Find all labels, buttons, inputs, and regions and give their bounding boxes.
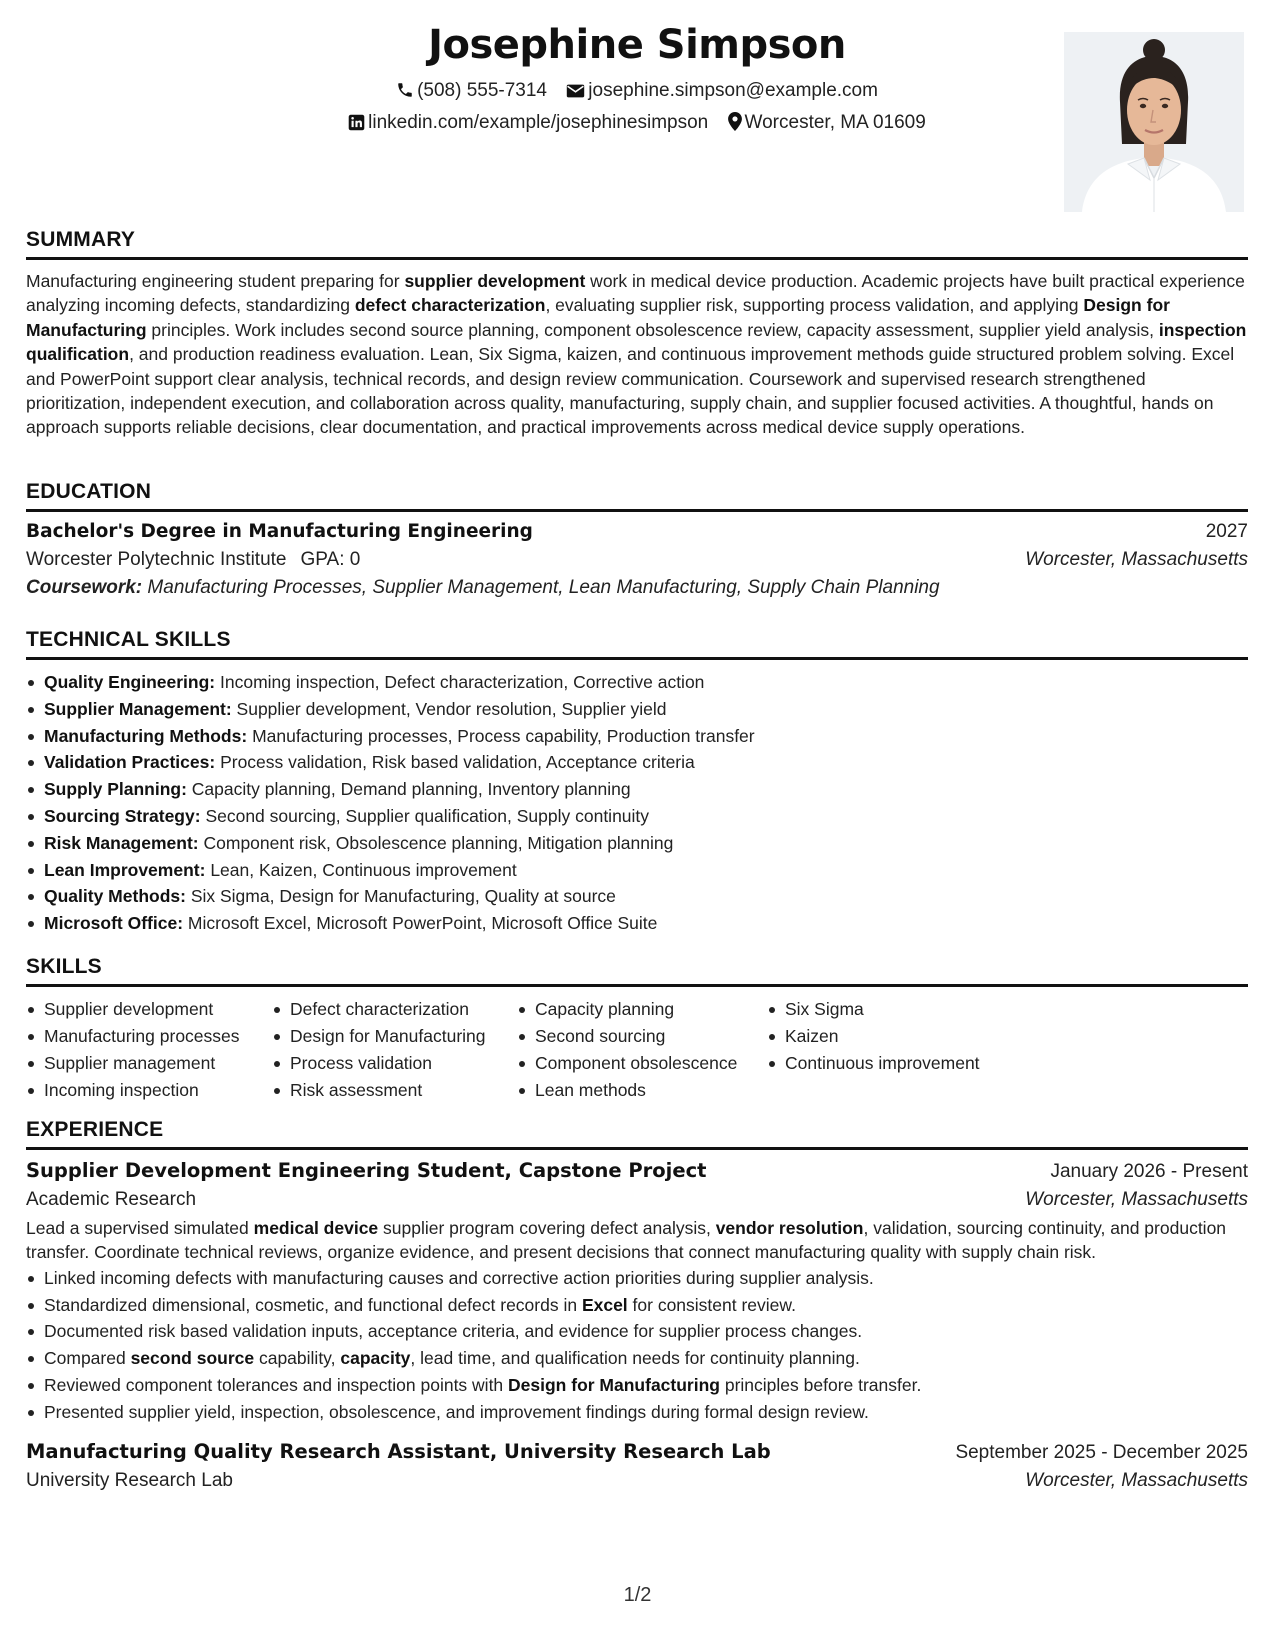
- technical-skills-list: [26, 669, 1248, 937]
- phone-text: (508) 555-7314: [417, 80, 547, 101]
- skill-item: Component obsolescence: [517, 1050, 767, 1077]
- skill-item: Lean methods: [517, 1077, 767, 1104]
- skill-item: Supplier management: [26, 1050, 272, 1077]
- technical-skill-label: Microsoft Office:: [44, 913, 184, 934]
- technical-skill-label: Manufacturing Methods:: [44, 725, 248, 746]
- technical-skill-item: [26, 910, 1248, 937]
- skill-item: Manufacturing processes: [26, 1023, 272, 1050]
- summary-text: Manufacturing engineering student preparing for supplier development work in medical device production. Academic projects have built practical experience analyzing incoming defects, standardizing defect characterization, evaluating supplier risk, supporting process validation, and applying Design for Manufacturing principles. Work includes second source planning, component obsolescence review, capacity assessment, supplier yield analysis, inspection qualification, and production readiness evaluation. Lean, Six Sigma, kaizen, and continuous improvement methods guide structured problem solving. Excel and PowerPoint support clear analysis, technical records, and design review communication. Coursework and supervised research strengthened prioritization, independent execution, and collaboration across quality, manufacturing, supply chain, and supplier focused activities. A thoughtful, hands on approach supports reliable decisions, clear documentation, and practical improvements across medical device supply operations.: [26, 271, 1247, 438]
- job-1: [26, 1159, 1248, 1426]
- technical-skill-item: [26, 776, 1248, 803]
- job-1-title: Supplier Development Engineering Student, Capstone Project: [26, 1159, 707, 1182]
- technical-skill-text: Second sourcing, Supplier qualification, Supply continuity: [205, 805, 650, 826]
- technical-skill-text: Supplier development, Vendor resolution, Supplier yield: [236, 698, 667, 719]
- job-1-location: Worcester, Massachusetts: [1025, 1189, 1248, 1210]
- job-bullet: Compared second source capability, capacity, lead time, and qualification needs for continuity planning.: [26, 1345, 1248, 1372]
- job-1-dates: January 2026 - Present: [1050, 1161, 1248, 1182]
- resume-header: [26, 0, 1248, 225]
- technical-skill-item: [26, 857, 1248, 884]
- technical-skill-text: Lean, Kaizen, Continuous improvement: [210, 859, 517, 880]
- phone-icon: [396, 81, 414, 99]
- education-degree-row: [26, 521, 1248, 543]
- job-1-org: Academic Research: [26, 1189, 197, 1210]
- linkedin-contact[interactable]: [348, 112, 708, 134]
- technical-skill-label: Risk Management:: [44, 832, 199, 853]
- education-section: [26, 480, 1248, 599]
- job-1-description: Lead a supervised simulated medical device supplier program covering defect analysis, vendor resolution, validation, sourcing continuity, and production transfer. Coordinate technical reviews, organize evidence, and present decisions that connect manufacturing quality with supply chain risk.: [26, 1218, 1227, 1263]
- resume-page: [26, 0, 1248, 1650]
- job-2: [26, 1440, 1248, 1492]
- institution: [26, 549, 360, 571]
- email-text[interactable]: josephine.simpson@example.com: [588, 80, 878, 101]
- institution-name: Worcester Polytechnic Institute: [26, 549, 287, 570]
- skill-item: Process validation: [272, 1050, 517, 1077]
- technical-skill-item: [26, 749, 1248, 776]
- profile-photo: [1064, 32, 1244, 212]
- technical-skill-label: Supplier Management:: [44, 698, 232, 719]
- skills-columns: [26, 996, 1248, 1104]
- skills-column: [517, 996, 767, 1104]
- skill-item: Second sourcing: [517, 1023, 767, 1050]
- skill-item: Capacity planning: [517, 996, 767, 1023]
- technical-skill-label: Validation Practices:: [44, 752, 216, 773]
- experience-heading: EXPERIENCE: [26, 1118, 1248, 1150]
- education-location: Worcester, Massachusetts: [1025, 549, 1248, 570]
- technical-skill-text: Process validation, Risk based validation, Acceptance criteria: [220, 752, 695, 773]
- location-contact: [728, 112, 926, 134]
- coursework-list: Manufacturing Processes, Supplier Management, Lean Manufacturing, Supply Chain Planning: [147, 577, 940, 598]
- technical-skill-item: [26, 723, 1248, 750]
- job-2-org: University Research Lab: [26, 1469, 233, 1491]
- summary-section: [26, 228, 1248, 440]
- job-2-title: Manufacturing Quality Research Assistant, University Research Lab: [26, 1439, 771, 1463]
- graduation-year: 2027: [1205, 521, 1248, 542]
- envelope-icon: [566, 83, 585, 99]
- job-1-bullets: [26, 1265, 1248, 1426]
- job-bullet: Linked incoming defects with manufacturing causes and corrective action priorities during supplier analysis.: [26, 1265, 1248, 1292]
- technical-skill-item: [26, 669, 1248, 696]
- skills-section: [26, 955, 1248, 1104]
- skill-item: Continuous improvement: [767, 1050, 1007, 1077]
- job-bullet: Documented risk based validation inputs, acceptance criteria, and evidence for supplier process changes.: [26, 1318, 1248, 1345]
- skills-column: [26, 996, 272, 1104]
- job-2-location: Worcester, Massachusetts: [1025, 1469, 1248, 1491]
- gpa: GPA: 0: [300, 549, 361, 570]
- experience-section: [26, 1118, 1248, 1492]
- coursework-label: Coursework:: [26, 577, 143, 598]
- skill-item: Defect characterization: [272, 996, 517, 1023]
- coursework: [26, 577, 1248, 599]
- job-bullet: Presented supplier yield, inspection, obsolescence, and improvement findings during formal design review.: [26, 1399, 1248, 1426]
- candidate-name: Josephine Simpson: [428, 22, 846, 68]
- skill-item: Six Sigma: [767, 996, 1007, 1023]
- map-pin-icon: [728, 112, 742, 131]
- technical-skill-item: [26, 830, 1248, 857]
- technical-skills-heading: TECHNICAL SKILLS: [26, 628, 1248, 660]
- education-institution-row: [26, 549, 1248, 571]
- technical-skill-item: [26, 696, 1248, 723]
- linkedin-icon: [348, 114, 365, 131]
- skill-item: Incoming inspection: [26, 1077, 272, 1104]
- technical-skill-label: Quality Engineering:: [44, 672, 216, 692]
- technical-skill-text: Six Sigma, Design for Manufacturing, Quality at source: [190, 886, 616, 907]
- job-1-org-row: [26, 1189, 1248, 1211]
- education-heading: EDUCATION: [26, 480, 1248, 512]
- technical-skill-label: Sourcing Strategy:: [44, 805, 201, 826]
- job-1-title-row: [26, 1159, 1248, 1183]
- page-number: 1/2: [623, 1584, 652, 1606]
- technical-skill-text: Incoming inspection, Defect characterization, Corrective action: [220, 672, 705, 692]
- skill-item: Risk assessment: [272, 1077, 517, 1104]
- job-bullet: Standardized dimensional, cosmetic, and functional defect records in Excel for consistent review.: [26, 1292, 1248, 1319]
- job-bullet: Reviewed component tolerances and inspection points with Design for Manufacturing principles before transfer.: [26, 1372, 1248, 1399]
- technical-skill-label: Supply Planning:: [44, 779, 187, 800]
- skill-item: Supplier development: [26, 996, 272, 1023]
- location-text: Worcester, MA 01609: [744, 112, 926, 133]
- skills-column: [272, 996, 517, 1104]
- linkedin-text[interactable]: linkedin.com/example/josephinesimpson: [368, 112, 709, 133]
- summary-heading: SUMMARY: [26, 228, 1248, 260]
- technical-skill-label: Quality Methods:: [44, 886, 186, 907]
- job-2-title-row: [26, 1440, 1248, 1464]
- email-contact[interactable]: [566, 80, 878, 102]
- skills-heading: SKILLS: [26, 955, 1248, 987]
- technical-skill-label: Lean Improvement:: [44, 859, 206, 880]
- skill-item: Design for Manufacturing: [272, 1023, 517, 1050]
- degree-title: Bachelor's Degree in Manufacturing Engineering: [26, 521, 533, 542]
- technical-skill-item: [26, 883, 1248, 910]
- technical-skill-text: Microsoft Excel, Microsoft PowerPoint, Microsoft Office Suite: [187, 913, 658, 934]
- technical-skills-section: [26, 628, 1248, 937]
- job-2-org-row: [26, 1470, 1248, 1492]
- technical-skill-item: [26, 803, 1248, 830]
- skills-column: [767, 996, 1007, 1104]
- skill-item: Kaizen: [767, 1023, 1007, 1050]
- technical-skill-text: Component risk, Obsolescence planning, Mitigation planning: [203, 832, 674, 853]
- technical-skill-text: Manufacturing processes, Process capability, Production transfer: [252, 725, 755, 746]
- job-2-dates: September 2025 - December 2025: [955, 1441, 1248, 1463]
- phone-contact: [396, 80, 547, 102]
- technical-skill-text: Capacity planning, Demand planning, Inventory planning: [191, 779, 631, 800]
